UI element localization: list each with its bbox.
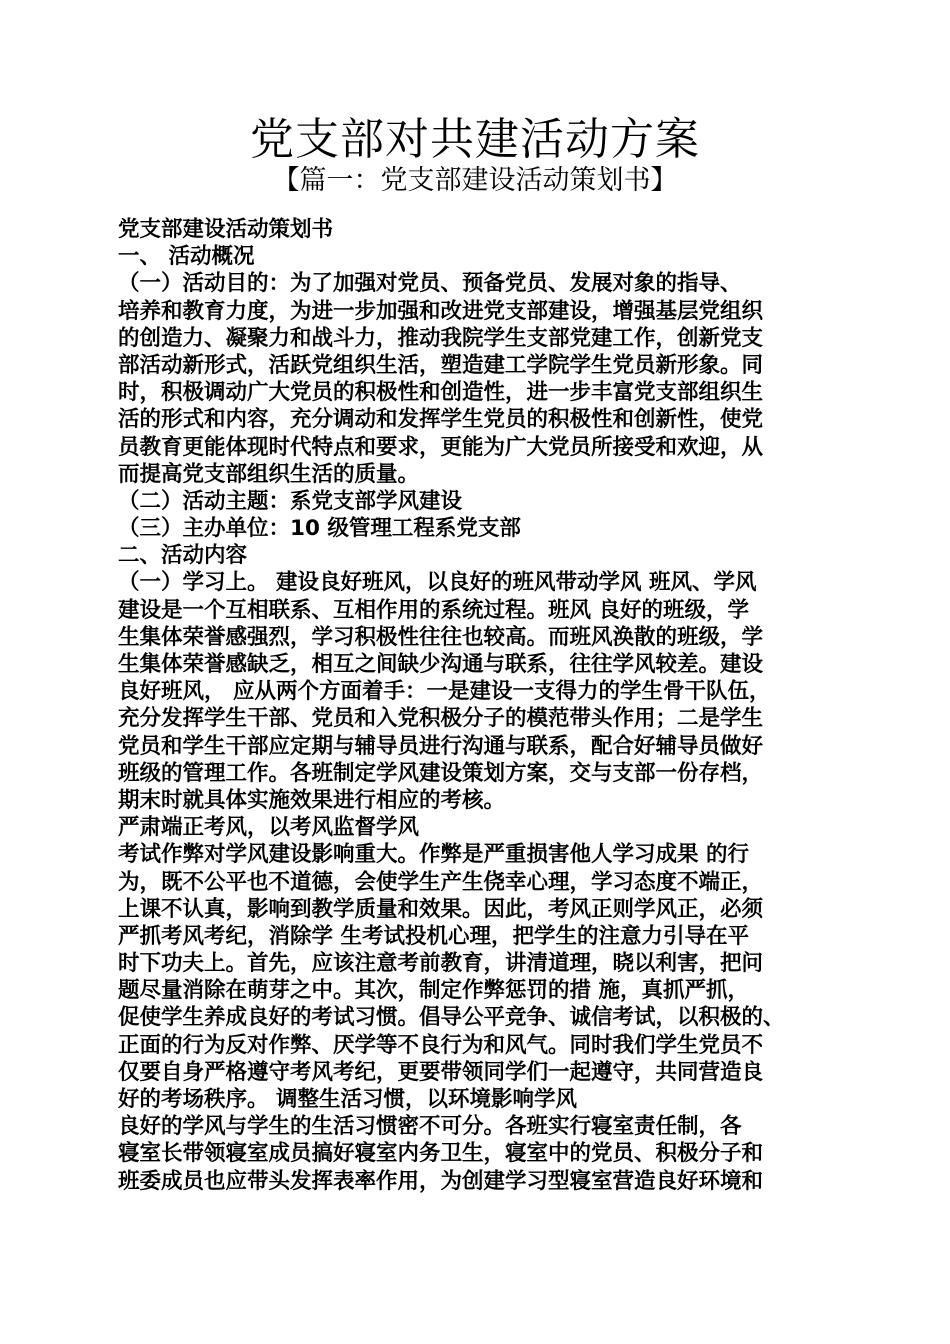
body-text-line: 二、活动内容 [118,543,248,569]
body-text-line: 充分发挥学生干部、党员和入党积极分子的模范带头作用；二是学生 [118,706,764,732]
body-text-line: 员教育更能体现时代特点和要求，更能为广大党员所接受和欢迎，从 [118,434,764,460]
body-text-line: （一）学习上。 建设良好班风，以良好的班风带动学风 班风、学风 [118,570,757,596]
body-text-line: 题尽量消除在萌芽之中。其次，制定作弊惩罚的措 施，真抓严抓， [118,978,749,1004]
body-text-line: 党支部建设活动策划书 [118,217,334,242]
body-text-line: 时下功夫上。首先，应该注意考前教育，讲清道理，晓以利害，把问 [118,951,764,977]
body-text-line: （二）活动主题：系党支部学风建设 [118,488,463,514]
body-text-line: 考试作弊对学风建设影响重大。作弊是严重损害他人学习成果 的行 [118,842,749,868]
body-text-line: 严抓考风考纪，消除学 生考试投机心理，把学生的注意力引导在平 [118,923,749,949]
body-text-line: 促使学生养成良好的考试习惯。倡导公平竞争、诚信考试，以积极的、 [118,1005,785,1031]
body-text-line: 而提高党支部组织生活的质量。 [118,461,420,487]
page-title: 党支部对共建活动方案 [250,114,700,165]
body-text-line: 时，积极调动广大党员的积极性和创造性，进一步丰富党支部组织生 [118,380,764,406]
body-text-line: 期末时就具体实施效果进行相应的考核。 [118,787,506,813]
body-text-line: 党员和学生干部应定期与辅导员进行沟通与联系，配合好辅导员做好 [118,733,764,759]
body-text-line: 良好班风， 应从两个方面着手：一是建设一支得力的学生骨干队伍， [118,679,771,705]
document-body [118,216,843,1195]
body-text-line: 的创造力、凝聚力和战斗力，推动我院学生支部党建工作，创新党支 [118,325,764,351]
body-text-line: 仅要自身严格遵守考风考纪，更要带领同学们一起遵守，共同营造良 [118,1059,764,1085]
body-text-line: 生集体荣誉感缺乏，相互之间缺少沟通与联系，往往学风较差。建设 [118,652,764,677]
body-text-line: 建设是一个互相联系、互相作用的系统过程。班风 良好的班级，学 [118,597,749,623]
body-text-line: 一、 活动概况 [118,244,255,270]
body-text-line: 好的考场秩序。 调整生活习惯，以环境影响学风 [118,1087,577,1112]
body-text-line: 部活动新形式，活跃党组织生活，塑造建工学院学生党员新形象。同 [118,352,764,378]
body-text-line: 班委成员也应带头发挥表率作用，为创建学习型寝室营造良好环境和 [118,1168,764,1194]
body-text-line: 上课不认真，影响到教学质量和效果。因此，考风正则学风正，必须 [118,896,764,922]
page-subtitle: 【篇一：党支部建设活动策划书】 [272,165,678,196]
body-text-line: 寝室长带领寝室成员搞好寝室内务卫生，寝室中的党员、积极分子和 [118,1141,764,1167]
body-text-line: 班级的管理工作。各班制定学风建设策划方案，交与支部一份存档， [118,760,764,786]
body-text-line: 正面的行为反对作弊、厌学等不良行为和风气。同时我们学生党员不 [118,1032,764,1058]
body-text-line: 严肃端正考风，以考风监督学风 [118,815,420,841]
body-text-line: 为，既不公平也不道德，会使学生产生侥幸心理，学习态度不端正， [118,869,764,895]
body-text-line: （三）主办单位：10 级管理工程系党支部 [118,516,521,542]
body-text-line: 培养和教育力度，为进一步加强和改进党支部建设，增强基层党组织 [118,298,764,324]
body-text-line: 良好的学风与学生的生活习惯密不可分。各班实行寝室责任制，各 [118,1114,742,1140]
body-text-line: 生集体荣誉感强烈，学习积极性往往也较高。而班风涣散的班级，学 [118,624,764,650]
body-text-line: 活的形式和内容，充分调动和发挥学生党员的积极性和创新性，使党 [118,407,764,433]
body-text-line: （一）活动目的：为了加强对党员、预备党员、发展对象的指导、 [118,271,742,297]
